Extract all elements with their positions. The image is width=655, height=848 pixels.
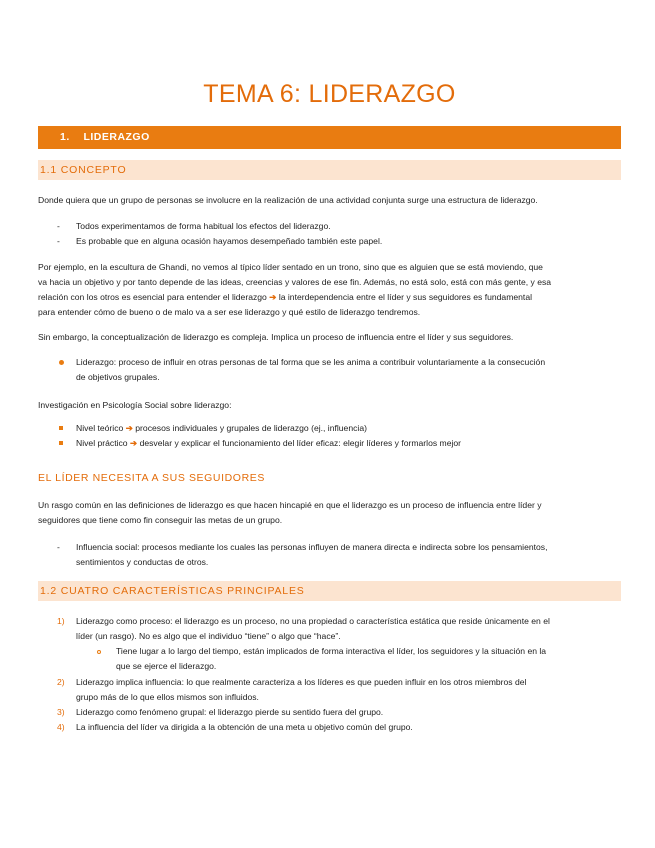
square-bullet-icon: [59, 441, 63, 445]
paragraph: para entender cómo de bueno o de malo va a ser ese liderazgo y qué estilo de liderazgo tendremos.: [38, 307, 421, 317]
list-item: Liderazgo implica influencia: lo que realmente caracteriza a los líderes es que pueden influir en los otros miembros del: [76, 677, 527, 687]
list-item: Liderazgo: proceso de influir en otras personas de tal forma que se les anima a contribuir voluntariamente a la consecución: [76, 357, 546, 367]
list-item: Influencia social: procesos mediante los cuales las personas influyen de manera directa e indirecta sobre los pensamientos,: [76, 542, 548, 552]
list-number: 2): [57, 677, 65, 687]
paragraph: [38, 290, 621, 305]
list-item-text: desvelar y explicar el funcionamiento del líder eficaz: elegir líderes y formarlos mejor: [139, 438, 462, 448]
list-item-text: procesos individuales y grupales de liderazgo (ej., influencia): [135, 423, 367, 433]
dash-marker: -: [57, 221, 60, 231]
paragraph: Donde quiera que un grupo de personas se involucre en la realización de una actividad conjunta surge una estructura de liderazgo.: [38, 195, 538, 205]
list-item-text: Nivel práctico: [76, 438, 128, 448]
paragraph: Investigación en Psicología Social sobre liderazgo:: [38, 400, 232, 410]
page-title: TEMA 6: LIDERAZGO: [203, 80, 456, 108]
list-number: 3): [57, 707, 65, 717]
paragraph: Un rasgo común en las definiciones de liderazgo es que hacen hincapié en que el liderazgo es un proceso de influencia entre líder y: [38, 500, 542, 510]
paragraph-text: la interdependencia entre el líder y sus seguidores es fundamental: [278, 292, 533, 302]
paragraph: va hacia un objetivo y por tanto depende de las ideas, creencias y valores de ese fin. Además, no está solo, está con más gente, y esa: [38, 277, 552, 287]
dash-marker: -: [57, 542, 60, 552]
circle-bullet-icon: [97, 650, 101, 654]
arrow-right-icon: ➔: [269, 292, 277, 302]
list-number: 4): [57, 722, 65, 732]
bullet-icon: [59, 360, 64, 365]
square-bullet-icon: [59, 426, 63, 430]
section-label: LIDERAZGO: [83, 131, 150, 143]
list-item: Liderazgo como proceso: el liderazgo es un proceso, no una propiedad o característica estática que reside únicamente en el: [76, 616, 550, 626]
paragraph-text: relación con los otros es esencial para entender el liderazgo: [38, 292, 267, 302]
list-number: 1): [57, 616, 65, 626]
section-number: 1.: [60, 131, 70, 143]
list-item: grupo más de lo que ellos mismos son influidos.: [76, 692, 259, 702]
paragraph: seguidores que tiene como fin conseguir las metas de un grupo.: [38, 515, 283, 525]
list-item: Es probable que en alguna ocasión hayamos desempeñado también este papel.: [76, 236, 383, 246]
subsection-heading-caracteristicas: 1.2 CUATRO CARACTERÍSTICAS PRINCIPALES: [38, 581, 621, 601]
list-item: de objetivos grupales.: [76, 372, 160, 382]
list-item: [76, 421, 367, 436]
section-header-liderazgo: [38, 126, 621, 149]
list-item: que se ejerce el liderazgo.: [116, 661, 217, 671]
list-item: Liderazgo como fenómeno grupal: el liderazgo pierde su sentido fuera del grupo.: [76, 707, 384, 717]
subsection-heading-lider: EL LÍDER NECESITA A SUS SEGUIDORES: [38, 472, 265, 484]
list-item: líder (un rasgo). No es algo que el individuo “tiene” o algo que “hace”.: [76, 631, 341, 641]
dash-marker: -: [57, 236, 60, 246]
list-item: sentimientos y conductas de otros.: [76, 557, 209, 567]
paragraph: Sin embargo, la conceptualización de liderazgo es compleja. Implica un proceso de influencia entre el líder y sus seguidores.: [38, 332, 514, 342]
list-item: Todos experimentamos de forma habitual los efectos del liderazgo.: [76, 221, 331, 231]
arrow-right-icon: ➔: [125, 423, 133, 433]
list-item-text: Nivel teórico: [76, 423, 124, 433]
subsection-heading-concepto: 1.1 CONCEPTO: [38, 160, 621, 180]
arrow-right-icon: ➔: [129, 438, 138, 448]
list-item: La influencia del líder va dirigida a la obtención de una meta u objetivo común del grupo.: [76, 722, 413, 732]
paragraph: Por ejemplo, en la escultura de Ghandi, no vemos al típico líder sentado en un trono, sino que es alguien que se está moviendo, que: [38, 262, 543, 272]
list-item: [76, 436, 461, 451]
list-item: Tiene lugar a lo largo del tiempo, están implicados de forma interactiva el líder, los seguidores y la situación en la: [116, 646, 547, 656]
